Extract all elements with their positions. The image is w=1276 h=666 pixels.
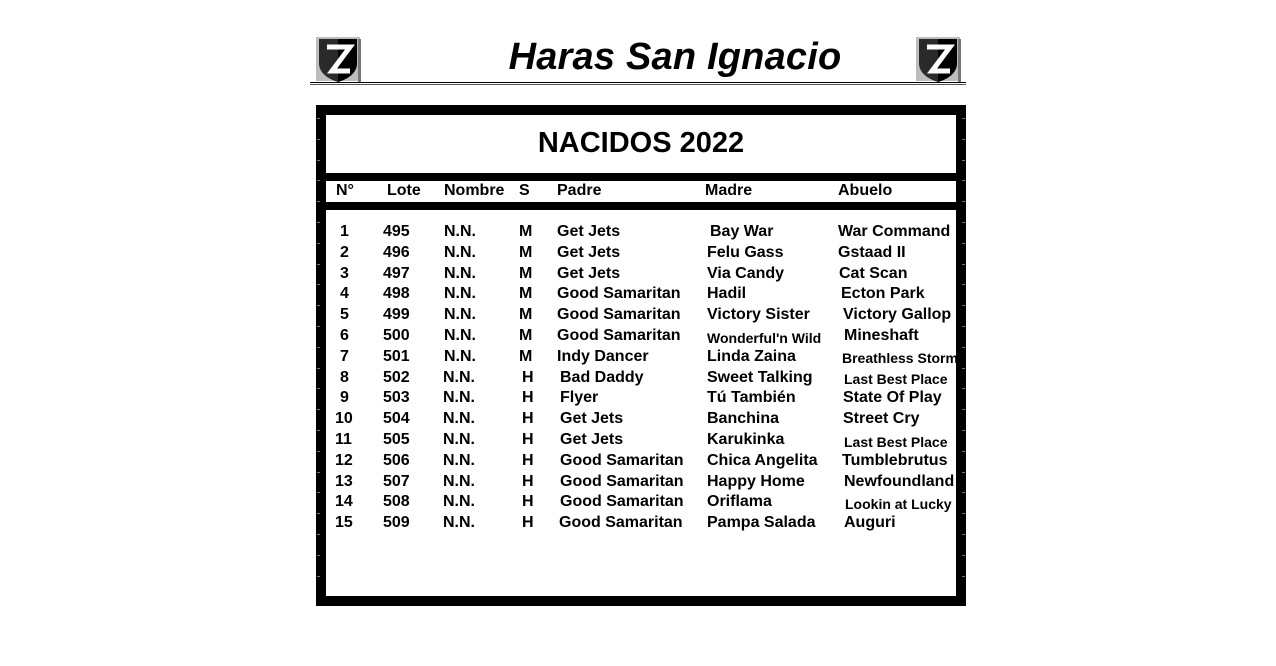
frame-tick (317, 388, 320, 389)
frame-tick (962, 201, 965, 202)
column-header-abuelo: Abuelo (838, 182, 893, 199)
frame-tick (317, 409, 320, 410)
frame-tick (317, 118, 320, 119)
shield-z-logo-icon (912, 33, 964, 85)
cell-padre: Indy Dancer (557, 347, 649, 365)
frame-tick (317, 555, 320, 556)
cell-nombre: N.N. (444, 223, 476, 240)
cell-lote: 506 (383, 451, 410, 469)
cell-madre: Victory Sister (707, 306, 810, 324)
cell-number: 9 (340, 389, 349, 407)
cell-nombre: N.N. (444, 347, 476, 365)
frame-tick (317, 430, 320, 431)
cell-nombre: N.N. (444, 264, 476, 282)
cell-nombre: N.N. (443, 472, 475, 490)
frame-tick (317, 326, 320, 327)
cell-number: 4 (340, 285, 349, 303)
cell-sexo: H (522, 451, 534, 469)
cell-padre: Get Jets (557, 264, 621, 282)
cell-nombre: N.N. (443, 451, 475, 469)
cell-padre: Get Jets (557, 243, 621, 261)
cell-padre: Flyer (560, 389, 599, 407)
cell-sexo: H (522, 493, 534, 511)
cell-lote: 497 (383, 264, 410, 282)
cell-sexo: H (522, 472, 534, 490)
cell-padre: Good Samaritan (557, 285, 681, 303)
cell-madre: Chica Angelita (707, 451, 818, 469)
frame-tick (962, 305, 965, 306)
frame-tick (317, 534, 320, 535)
cell-number: 2 (340, 243, 349, 261)
frame-tick (962, 264, 965, 265)
frame-tick (962, 368, 965, 369)
frame-tick (962, 472, 965, 473)
frame-tick (317, 451, 320, 452)
column-header-lote: Lote (387, 182, 421, 199)
cell-lote: 509 (383, 514, 410, 532)
cell-padre: Bad Daddy (560, 368, 644, 386)
frame-tick (962, 513, 965, 514)
cell-lote: 507 (383, 472, 410, 490)
column-header-sexo: S (519, 182, 530, 199)
frame-tick (962, 118, 965, 119)
frame-tick (962, 180, 965, 181)
cell-abuelo: Auguri (844, 514, 896, 532)
cell-number: 8 (340, 368, 349, 386)
cell-number: 1 (340, 223, 349, 240)
cell-abuelo: Ecton Park (841, 285, 925, 303)
frame-tick (962, 243, 965, 244)
column-header-nombre: Nombre (444, 182, 505, 199)
cell-nombre: N.N. (443, 514, 475, 532)
cell-number: 13 (335, 472, 353, 490)
cell-lote: 504 (383, 410, 410, 428)
cell-padre: Get Jets (557, 223, 621, 240)
cell-padre: Good Samaritan (560, 493, 684, 511)
cell-number: 6 (340, 327, 349, 344)
cell-madre: Hadil (707, 285, 747, 303)
cell-madre: Pampa Salada (707, 514, 816, 532)
cell-number: 3 (340, 264, 349, 282)
cell-lote: 496 (383, 243, 410, 261)
frame-tick (962, 576, 965, 577)
cell-madre: Banchina (707, 410, 780, 428)
cell-number: 15 (335, 514, 353, 532)
cell-padre: Good Samaritan (557, 306, 681, 324)
cell-nombre: N.N. (444, 327, 476, 344)
cell-abuelo: Cat Scan (839, 264, 908, 282)
column-header-madre: Madre (705, 182, 753, 199)
column-header-padre: Padre (557, 182, 602, 199)
cell-nombre: N.N. (443, 493, 475, 511)
cell-abuelo: Tumblebrutus (842, 451, 948, 469)
cell-lote: 502 (383, 368, 410, 386)
cell-padre: Good Samaritan (560, 472, 684, 490)
cell-abuelo: Mineshaft (844, 327, 919, 344)
cell-sexo: M (519, 243, 533, 261)
cell-abuelo: Last Best Place (844, 433, 948, 450)
header-divider-shadow (310, 84, 966, 85)
frame-tick (962, 326, 965, 327)
cell-number: 5 (340, 306, 349, 324)
cell-number: 11 (335, 431, 352, 448)
page-title: Haras San Ignacio (508, 36, 842, 78)
cell-lote: 503 (383, 389, 410, 407)
cell-madre: Happy Home (707, 472, 805, 490)
cell-sexo: M (519, 347, 533, 365)
cell-lote: 505 (383, 431, 410, 448)
cell-sexo: M (519, 327, 533, 344)
frame-tick (962, 347, 965, 348)
cell-padre: Get Jets (560, 431, 624, 448)
cell-madre: Bay War (710, 223, 774, 240)
cell-number: 10 (335, 410, 353, 428)
cell-nombre: N.N. (443, 368, 475, 386)
frame-tick (317, 222, 320, 223)
cell-sexo: M (519, 306, 533, 324)
column-header-number: N° (336, 182, 354, 199)
cell-padre: Get Jets (560, 410, 624, 428)
cell-madre: Felu Gass (707, 243, 784, 261)
frame-tick (962, 492, 965, 493)
cell-lote: 499 (383, 306, 410, 324)
frame-tick (317, 284, 320, 285)
cell-sexo: H (522, 410, 534, 428)
cell-abuelo: Victory Gallop (843, 306, 952, 324)
cell-lote: 495 (383, 223, 410, 240)
cell-nombre: N.N. (444, 243, 476, 261)
cell-abuelo: Newfoundland (844, 472, 955, 490)
frame-tick (962, 451, 965, 452)
frame-tick (962, 388, 965, 389)
cell-lote: 498 (383, 285, 410, 303)
cell-abuelo: Gstaad II (838, 243, 906, 261)
cell-abuelo: Lookin at Lucky (845, 495, 952, 512)
frame-tick (317, 264, 320, 265)
cell-abuelo: Street Cry (843, 410, 920, 428)
frame-tick (962, 284, 965, 285)
cell-nombre: N.N. (444, 306, 476, 324)
cell-padre: Good Samaritan (559, 514, 683, 532)
cell-number: 7 (340, 347, 349, 365)
header-divider (310, 82, 966, 83)
frame-tick (317, 180, 320, 181)
cell-madre: Via Candy (707, 264, 785, 282)
cell-madre: Linda Zaina (707, 347, 796, 365)
cell-madre: Karukinka (707, 431, 785, 448)
cell-abuelo: State Of Play (843, 389, 942, 407)
frame-tick (317, 347, 320, 348)
frame-tick (317, 472, 320, 473)
cell-madre: Tú También (707, 389, 796, 407)
frame-tick (317, 513, 320, 514)
cell-sexo: M (519, 285, 533, 303)
cell-number: 12 (335, 451, 353, 469)
cell-padre: Good Samaritan (560, 451, 684, 469)
cell-madre: Oriflama (707, 493, 772, 511)
frame-tick (962, 534, 965, 535)
cell-nombre: N.N. (444, 285, 476, 303)
cell-madre: Sweet Talking (707, 368, 813, 386)
frame-tick (962, 555, 965, 556)
frame-tick (962, 409, 965, 410)
cell-lote: 500 (383, 327, 410, 344)
frame-tick (962, 430, 965, 431)
cell-sexo: H (522, 368, 534, 386)
frame-tick (317, 492, 320, 493)
cell-sexo: M (519, 264, 533, 282)
cell-sexo: M (519, 223, 533, 240)
frame-tick (317, 201, 320, 202)
cell-lote: 508 (383, 493, 410, 511)
frame-tick (317, 243, 320, 244)
shield-z-logo-icon (312, 33, 364, 85)
cell-number: 14 (335, 493, 353, 511)
cell-nombre: N.N. (443, 410, 475, 428)
cell-abuelo: Last Best Place (844, 371, 948, 388)
cell-abuelo: War Command (838, 223, 951, 240)
cell-sexo: H (522, 514, 534, 532)
frame-tick (317, 576, 320, 577)
cell-madre: Wonderful'n Wild (707, 329, 822, 346)
cell-padre: Good Samaritan (557, 327, 681, 344)
cell-sexo: H (522, 389, 534, 407)
frame-tick (317, 368, 320, 369)
cell-lote: 501 (383, 347, 410, 365)
cell-sexo: H (522, 431, 534, 448)
cell-abuelo: Breathless Storm (842, 350, 958, 367)
frame-tick (317, 305, 320, 306)
cell-nombre: N.N. (443, 431, 475, 448)
frame-tick (962, 222, 965, 223)
cell-nombre: N.N. (443, 389, 475, 407)
section-title: NACIDOS 2022 (537, 127, 745, 159)
